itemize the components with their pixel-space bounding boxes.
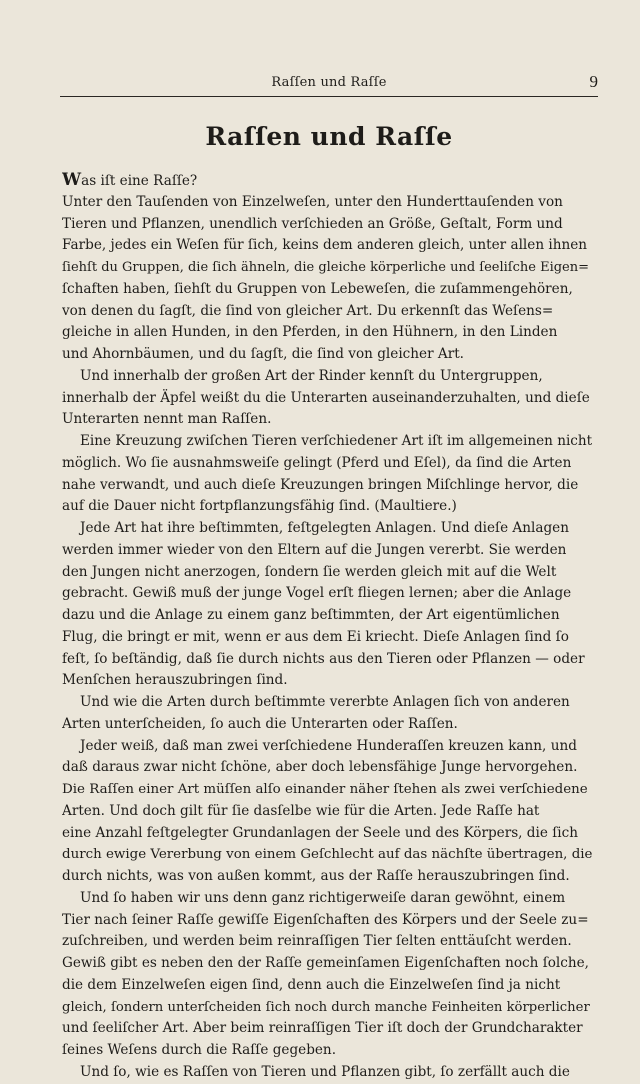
text-line [62,627,594,649]
line-text: werden immer wieder von den Eltern auf die Jungen vererbt. Sie werden [62,541,567,558]
body-text [62,170,594,1084]
text-line [62,823,594,845]
text-line [62,453,594,475]
text-line [62,583,594,605]
text-line [62,997,594,1019]
line-text: möglich. Wo ſie ausnahmsweiſe gelingt (Pferd und Eſel), da ſind die Arten [62,454,572,471]
line-text: as iſt eine Raſſe? [81,173,198,189]
line-text: Und wie die Arten durch beſtimmte vererbte Anlagen ſich von anderen [80,694,570,710]
line-text: Arten unterſcheiden, ſo auch die Unterarten oder Raſſen. [62,715,458,732]
line-text: daß daraus zwar nicht ſchöne, aber doch lebensfähige Junge hervorgehen. [62,759,578,776]
text-line [62,235,594,257]
line-text: Eine Kreuzung zwiſchen Tieren verſchiedener Art iſt im allgemeinen nicht [80,433,593,449]
line-text: dazu und die Anlage zu einem ganz beſtimmten, der Art eigentümlichen [62,607,560,623]
line-text: gleich, ſondern unterſcheiden ſich noch durch manche Feinheiten körperlicher [62,999,590,1015]
text-line [62,475,594,497]
line-text: innerhalb der Äpfel weißt du die Unterarten auseinanderzuhalten, und dieſe [62,389,590,406]
line-text: von denen du ſagſt, die ſind von gleicher Art. Du erkennſt das Weſens= [62,302,554,319]
line-text: Jede Art hat ihre beſtimmten, feſtgelegten Anlagen. Und dieſe Anlagen [80,520,569,536]
line-text: Menſchen herauszubringen ſind. [62,672,288,689]
line-text: und ſeeliſcher Art. Aber beim reinraſſigen Tier iſt doch der Grundcharakter [62,1020,583,1037]
text-line [62,562,594,584]
text-line [62,692,594,714]
text-line [62,649,594,671]
text-line [62,953,594,975]
text-line [62,801,594,823]
line-text: ſeines Weſens durch die Raſſe gegeben. [62,1042,337,1058]
text-line [62,975,594,997]
text-line [62,757,594,779]
line-text: ſiehſt du Gruppen, die ſich ähneln, die gleiche körperliche und ſeeliſche Eigen= [62,260,590,275]
text-line [62,1062,594,1084]
line-text: Und ſo, wie es Raſſen von Tieren und Pflanzen gibt, ſo zerfällt auch die [80,1063,570,1080]
text-line [62,670,594,692]
line-text: Tier nach ſeiner Raſſe gewiſſe Eigenſchaften des Körpers und der Seele zu= [62,911,589,928]
text-line [62,344,594,366]
text-line [62,844,594,866]
line-text: die dem Einzelweſen eigen ſind, denn auch die Einzelweſen ſind ja nicht [62,976,561,993]
text-line [62,170,594,192]
text-line [62,605,594,627]
line-text: Die Raſſen einer Art müſſen alſo einander näher ſtehen als zwei verſchiedene [62,782,588,797]
line-text: Jeder weiß, daß man zwei verſchiedene Hunderaſſen kreuzen kann, und [80,737,577,754]
text-line [62,518,594,540]
line-text: auf die Dauer nicht fortpflanzungsfähig ſind. (Maultiere.) [62,498,457,515]
text-line [62,214,594,236]
text-line [62,931,594,953]
header-rule [60,96,598,97]
line-text: durch ewige Vererbung von einem Geſchlecht auf das nächſte übertragen, die [62,847,593,863]
line-text: Flug, die bringt er mit, wenn er aus dem Ei kriecht. Dieſe Anlagen ſind ſo [62,628,569,645]
running-header [60,72,598,94]
text-line [62,714,594,736]
chapter-title: Raſſen und Raſſe [205,122,453,151]
text-line [62,279,594,301]
text-line [62,1018,594,1040]
line-text: feſt, ſo beſtändig, daß ſie durch nichts aus den Tieren oder Pflanzen — oder [62,650,585,667]
line-text: gebracht. Gewiß muß der junge Vogel erſt fliegen lernen; aber die Anlage [62,585,572,602]
text-line [62,1040,594,1062]
line-text: Gewiß gibt es neben den der Raſſe gemeinſamen Eigenſchaften noch ſolche, [62,955,590,971]
line-text: Unter den Tauſenden von Einzelweſen, unter den Hunderttauſenden von [62,193,563,210]
line-text: Und innerhalb der großen Art der Rinder kennſt du Untergruppen, [80,367,543,384]
line-text: nahe verwandt, und auch dieſe Kreuzungen bringen Miſchlinge hervor, die [62,476,579,493]
running-title: Raſſen und Raſſe [271,75,387,90]
text-line [62,540,594,562]
line-text: ſchaften haben, ſiehſt du Gruppen von Lebeweſen, die zuſammengehören, [62,280,573,297]
text-line [62,366,594,388]
line-text: zuſchreiben, und werden beim reinraſſigen Tier ſelten enttäuſcht werden. [62,933,572,950]
text-line [62,301,594,323]
line-text: Und ſo haben wir uns denn ganz richtigerweiſe daran gewöhnt, einem [80,889,566,906]
line-text: Farbe, jedes ein Weſen für ſich, keins dem anderen gleich, unter allen ihnen [62,237,588,254]
text-line [62,388,594,410]
line-text: Unterarten nennt man Raſſen. [62,411,272,428]
text-line [62,910,594,932]
text-line [62,192,594,214]
text-line [62,736,594,758]
text-line [62,322,594,344]
text-line [62,779,594,801]
line-text: eine Anzahl feſtgelegter Grundanlagen der Seele und des Körpers, die ſich [62,824,578,841]
line-text: den Jungen nicht anerzogen, ſondern ſie werden gleich mit auf die Welt [62,563,557,580]
line-text: Tieren und Pflanzen, unendlich verſchieden an Größe, Geſtalt, Form und [62,215,563,232]
text-line [62,866,594,888]
text-line [62,431,594,453]
line-text: gleiche in allen Hunden, in den Pferden, in den Hühnern, in den Linden [62,324,558,341]
line-text: Arten. Und doch gilt für ſie dasſelbe wie für die Arten. Jede Raſſe hat [62,802,540,819]
text-line [62,496,594,518]
page-number: 9 [589,72,598,91]
initial-letter: W [62,170,82,190]
text-line [62,888,594,910]
text-line [62,257,594,279]
text-line [62,409,594,431]
line-text: durch nichts, was von außen kommt, aus der Raſſe herauszubringen ſind. [62,868,570,884]
line-text: und Ahornbäumen, und du ſagſt, die ſind von gleicher Art. [62,346,465,362]
